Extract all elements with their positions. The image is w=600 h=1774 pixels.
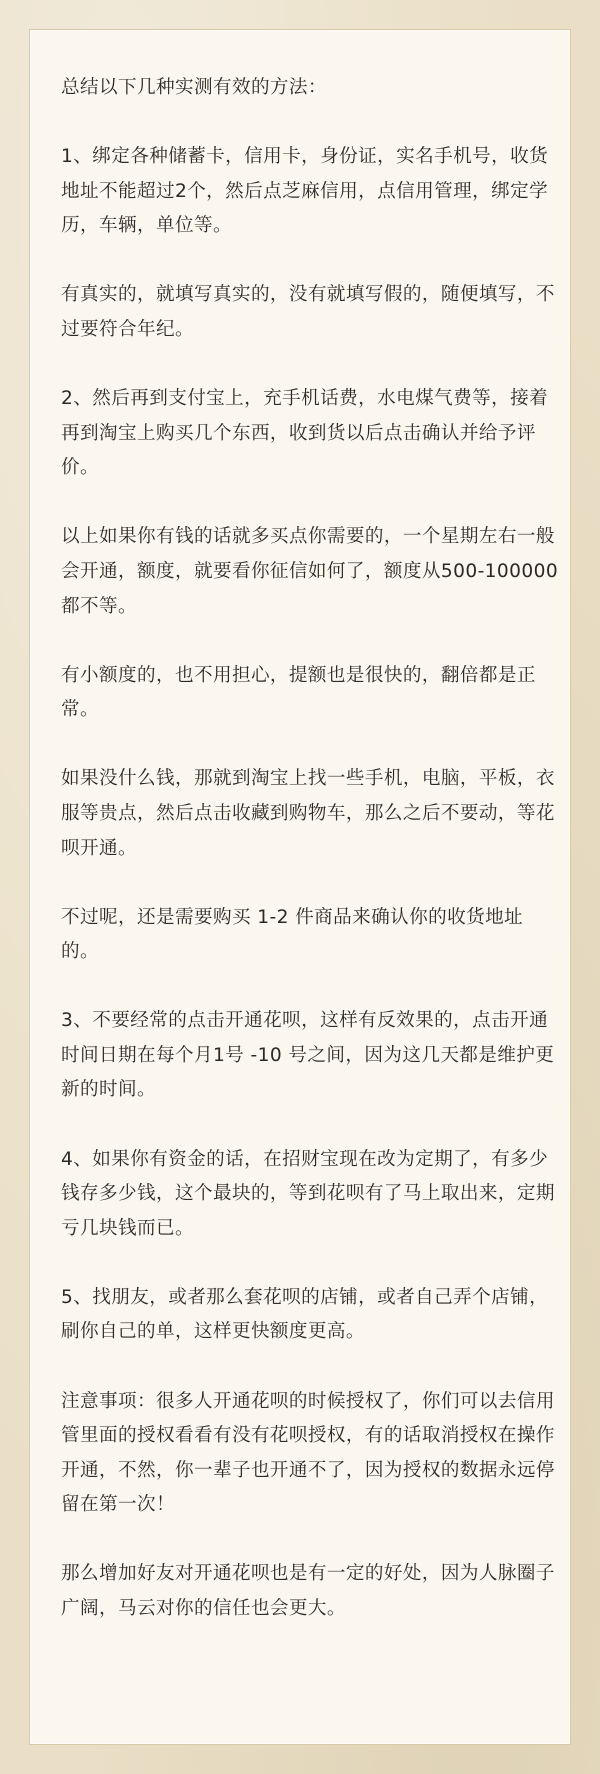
paragraph-credit-limit: 以上如果你有钱的话就多买点你需要的，一个星期左右一般会开通，额度，就要看你征信如何了，额度从500-100000 都不等。	[61, 526, 559, 617]
paragraph-intro: 总结以下几种实测有效的方法：	[61, 77, 327, 98]
paragraph-step-5: 5、找朋友，或者那么套花呗的店铺，或者自己弄个店铺，刷你自己的单，这样更快额度更高。	[61, 1286, 549, 1343]
paragraph-step-2: 2、然后再到支付宝上，充手机话费，水电煤气费等，接着再到淘宝上购买几个东西，收到货以后点击确认并给予评价。	[61, 388, 549, 479]
article-body	[61, 71, 561, 1627]
paragraph-step-3: 3、不要经常的点击开通花呗，这样有反效果的，点击开通时间日期在每个月1号 -10 号之间，因为这几天都是维护更新的时间。	[61, 1010, 555, 1101]
paragraph-step-1: 1、绑定各种储蓄卡，信用卡，身份证，实名手机号，收货地址不能超过2个，然后点芝麻信用，点信用管理，绑定学历，车辆，单位等。	[61, 146, 549, 237]
article-card	[29, 29, 571, 1745]
paragraph-friends: 那么增加好友对开通花呗也是有一定的好处，因为人脉圈子广阔，马云对你的信任也会更大。	[61, 1563, 555, 1619]
paragraph-step-4: 4、如果你有资金的话，在招财宝现在改为定期了，有多少钱存多少钱，这个最块的，等到花呗有了马上取出来，定期亏几块钱而已。	[61, 1148, 555, 1239]
paragraph-notice: 注意事项：很多人开通花呗的时候授权了，你们可以去信用管里面的授权看看有没有花呗授权，有的话取消授权在操作开通，不然，你一辈子也开通不了，因为授权的数据永远停留在第一次！	[61, 1390, 555, 1516]
paragraph-small-limit: 有小额度的，也不用担心，提额也是很快的，翻倍都是正常。	[61, 664, 536, 721]
paragraph-step-1-note: 有真实的，就填写真实的，没有就填写假的，随便填写，不过要符合年纪。	[61, 284, 555, 340]
paragraph-no-money: 如果没什么钱，那就到淘宝上找一些手机，电脑，平板，衣服等贵点，然后点击收藏到购物车，那么之后不要动，等花呗开通。	[61, 768, 555, 859]
paragraph-confirm-address: 不过呢，还是需要购买 1-2 件商品来确认你的收货地址的。	[61, 906, 524, 963]
